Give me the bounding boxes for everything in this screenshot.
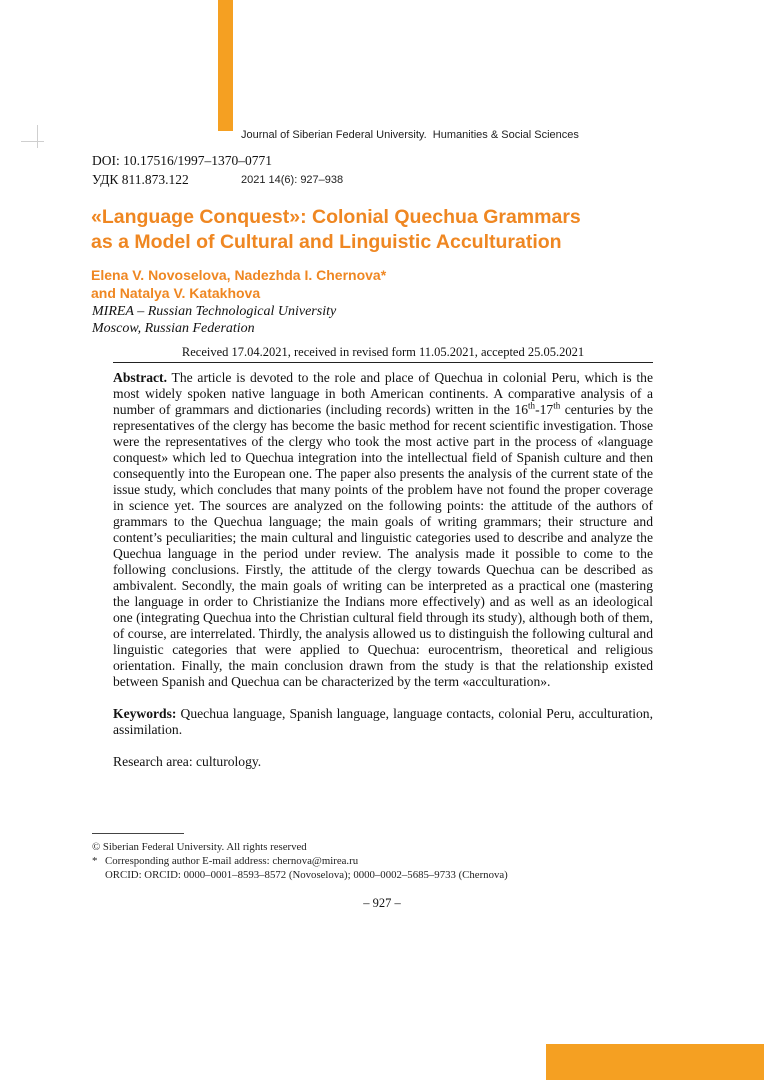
journal-issue: 2021 14(6): 927–938 (241, 174, 344, 186)
abstract-top-rule (113, 362, 653, 363)
keywords-text: Quechua language, Spanish language, language contacts, colonial Peru, acculturation, assimilation. (113, 706, 653, 737)
corresponding-author-text: Corresponding author E-mail address: chernova@mirea.ru (105, 855, 359, 867)
abstract-label: Abstract. (113, 370, 167, 385)
footnote-asterisk: * (92, 855, 98, 867)
footnote-rule (92, 833, 184, 834)
journal-header (241, 98, 579, 218)
authors-line2: and Natalya V. Katakhova (91, 285, 261, 301)
orcid-line: ORCID: ORCID: 0000–0001–8593–8572 (Novoselova); 0000–0002–5685–9733 (Chernova) (105, 869, 508, 881)
accent-top-bar (218, 0, 233, 131)
crop-mark-horizontal (21, 141, 44, 142)
doi-line: DOI: 10.17516/1997–1370–0771 (92, 153, 272, 168)
copyright-line: © Siberian Federal University. All rights reserved (92, 841, 307, 853)
abstract-text-1: The article is devoted to the role and place of Quechua in colonial Peru, which is the most widely spoken native language in both American continents. A comparative analysis of a number of grammars and dictionaries (including records) written in the 16 (113, 370, 653, 417)
article-title-line2: as a Model of Cultural and Linguistic Acculturation (91, 231, 562, 253)
keywords-paragraph (113, 706, 653, 738)
research-area-line: Research area: culturology. (113, 754, 262, 769)
abstract-paragraph (113, 370, 653, 690)
article-title-line1: «Language Conquest»: Colonial Quechua Grammars (91, 206, 581, 228)
abstract-text-mid: -17 (535, 402, 554, 417)
authors-block (91, 266, 386, 302)
abstract-column (113, 362, 653, 770)
abstract-superscript-1: th (528, 400, 536, 411)
authors-line1: Elena V. Novoselova, Nadezhda I. Chernova* (91, 267, 387, 283)
affiliation-line1: MIREA – Russian Technological University (92, 304, 337, 319)
corresponding-author-line (92, 854, 677, 868)
keywords-label: Keywords: (113, 706, 177, 721)
footnote-block (92, 833, 677, 882)
udk-line: УДК 811.873.122 (92, 172, 189, 187)
affiliation-block (92, 303, 336, 337)
abstract-superscript-2: th (553, 400, 561, 411)
meta-block (92, 151, 272, 189)
accent-bottom-bar (546, 1044, 764, 1080)
affiliation-line2: Moscow, Russian Federation (92, 321, 255, 336)
journal-name: Journal of Siberian Federal University. Humanities & Social Sciences (241, 129, 579, 141)
abstract-text-2: centuries by the representatives of the clergy has become the basic method for recent scientific investigation. Those were the representatives of the clergy who took the most active part in the process of «language conquest» which led to Quechua integration into the intellectual field of Spanish culture and then consequently into the European one. The paper also presents the analysis of the current state of the issue study, which concludes that many points of the problem have not found the proper coverage in science yet. The sources are analyzed on the following points: the attitude of the authors of grammars to the Quechua language; the main goals of writing grammars; their structure and content’s peculiarities; the main cultural and linguistic categories used to describe and analyze the Quechua language in the period under review. The analysis made it possible to come to the following conclusions. Firstly, the attitude of the clergy towards Quechua can be described as ambivalent. Secondly, the main goals of writing can be interpreted as a practical one (mastering the language in order to Christianize the Indians more effectively) and as well as an ideological one (integrating Quechua into the Christian cultural field through its study), although both of them, of course, are interrelated. Thirdly, the analysis allowed us to distinguish the following cultural and linguistic categories that were applied to Quechua: eurocentrism, theoretical and religious orientation. Finally, the main conclusion drawn from the study is that the relationship existed between Spanish and Quechua can be characterized by the term «acculturation». (113, 402, 653, 689)
page-number: – 927 – (363, 896, 401, 910)
received-dates: Received 17.04.2021, received in revised form 11.05.2021, accepted 25.05.2021 (181, 345, 585, 359)
crop-mark-vertical (37, 125, 38, 148)
article-title (91, 205, 581, 255)
